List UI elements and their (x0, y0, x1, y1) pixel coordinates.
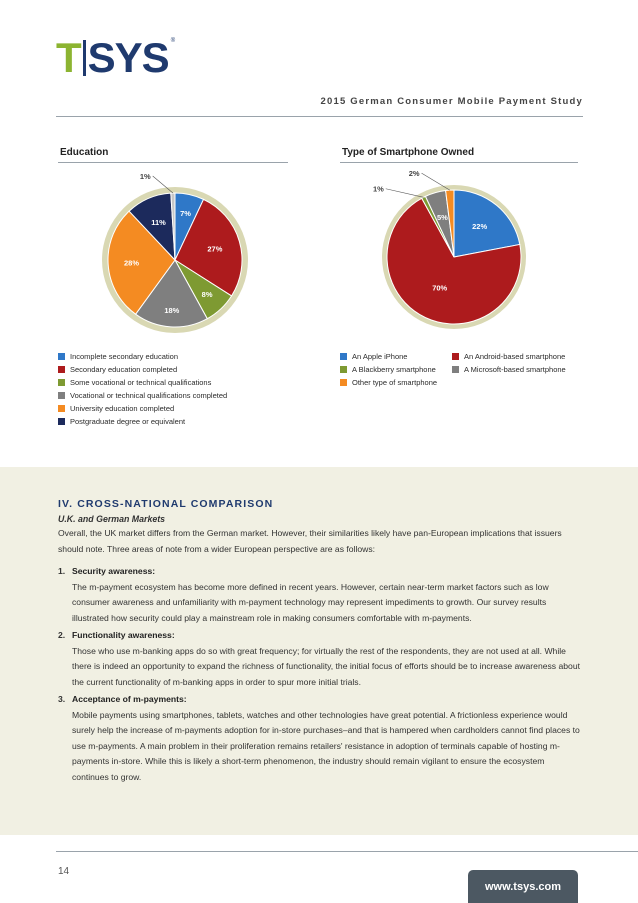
item-number: 2. (58, 630, 66, 640)
tsys-logo (56, 34, 176, 81)
legend-label: Some vocational or technical qualifications (70, 378, 212, 387)
logo-divider (83, 40, 86, 76)
legend-label: Vocational or technical qualifications completed (70, 391, 228, 400)
pie-slice-label: 18% (164, 306, 180, 316)
registered-mark: ® (170, 38, 176, 44)
list-item-security (58, 564, 583, 626)
smartphone-pie-chart (372, 169, 533, 336)
item-number: 1. (58, 566, 66, 576)
item-title: Acceptance of m-payments: (72, 694, 187, 704)
legend-swatch (452, 353, 459, 360)
pie-leader-line (386, 189, 424, 198)
legend-item (452, 350, 580, 363)
education-chart-rule (58, 162, 288, 163)
legend-label: Secondary education completed (70, 365, 178, 374)
legend-swatch (58, 418, 65, 425)
item-title: Functionality awareness: (72, 630, 175, 640)
legend-swatch (58, 353, 65, 360)
legend-label: Other type of smartphone (352, 378, 438, 387)
pie-slice-label: 28% (124, 258, 140, 268)
pie-slice-label: 2% (408, 169, 420, 179)
legend-swatch (58, 379, 65, 386)
legend-swatch (452, 366, 459, 373)
pie-slice-label: 22% (472, 222, 488, 232)
footer-divider (56, 851, 638, 852)
legend-label: A Microsoft-based smartphone (464, 365, 566, 374)
item-body: Mobile payments using smartphones, tablets, watches and other technologies have great potential. A frictionless experience would surely help the increase of m-payments adoption for in-store purchases–and that is hampered when cardholders cannot find places to use m-payments. A main problem in their proliferation remains retailers' resistance in adoption of terminals capable of hosting m-payments in-store. While this is likely a short-term phenomenon, the industry should remain vigilant to ensure the ecosystem continues to grow. (72, 709, 580, 782)
pie-slice-label: 1% (372, 184, 384, 194)
legend-swatch (58, 366, 65, 373)
legend-label: A Blackberry smartphone (352, 365, 436, 374)
pie-slice-label: 70% (432, 283, 448, 293)
pie-slice-label: 7% (180, 208, 191, 218)
item-body: Those who use m-banking apps do so with great frequency; for virtually the rest of the respondents, they are not used at all. While there is indeed an opportunity to expand the richness of functionality, the initial focus of efforts should be to increase awareness about the current functionality of m-banking apps in order to spur more initial trials. (72, 645, 580, 687)
legend-swatch (340, 353, 347, 360)
legend-swatch (340, 366, 347, 373)
smartphone-chart-rule (340, 162, 578, 163)
legend-label: Postgraduate degree or equivalent (70, 417, 186, 426)
legend-label: An Android-based smartphone (464, 352, 566, 361)
education-legend (58, 350, 227, 428)
legend-item (340, 376, 452, 389)
study-title: 2015 German Consumer Mobile Payment Study (320, 96, 583, 107)
pie-slice-label: 11% (151, 217, 166, 227)
list-item-acceptance (58, 692, 583, 785)
legend-swatch (340, 379, 347, 386)
smartphone-legend (340, 350, 580, 389)
legend-label: University education completed (70, 404, 175, 413)
legend-item (58, 415, 227, 428)
legend-item (340, 350, 452, 363)
section-heading: IV. CROSS-NATIONAL COMPARISON (58, 498, 274, 510)
legend-item (340, 363, 452, 376)
smartphone-chart-title: Type of Smartphone Owned (342, 147, 475, 158)
page-number: 14 (58, 866, 70, 877)
legend-item (58, 363, 227, 376)
section-intro: Overall, the UK market differs from the German market. However, their similarities likely have pan-European implications that issuers should note. Three areas of note from a wider European perspective are as follows: (58, 528, 562, 554)
legend-item (58, 402, 227, 415)
legend-swatch (58, 405, 65, 412)
education-chart-title: Education (60, 147, 109, 158)
pie-slice-label: 27% (207, 244, 223, 254)
item-body: The m-payment ecosystem has become more defined in recent years. However, certain near-term market factors such as low consumer awareness and unfamiliarity with m-payment technology may represent impediments to growth. Our survey results illustrated how security could play a mainstream role in making consumers comfortable with m-payments. (72, 581, 549, 623)
legend-item (452, 363, 580, 376)
website-link[interactable]: www.tsys.com (468, 870, 578, 903)
legend-item (58, 376, 227, 389)
pie-slice-label: 8% (201, 290, 213, 300)
legend-label: Incomplete secondary education (70, 352, 178, 361)
education-pie-chart (90, 172, 260, 345)
legend-swatch (58, 392, 65, 399)
section-subheading: U.K. and German Markets (58, 514, 166, 524)
list-item-functionality (58, 628, 583, 690)
pie-slice-label: 5% (436, 213, 448, 223)
logo-letters-sys: SYS (87, 34, 169, 81)
item-number: 3. (58, 694, 66, 704)
item-title: Security awareness: (72, 566, 156, 576)
header-divider (56, 116, 583, 117)
legend-item (58, 389, 227, 402)
pie-slice-label: 1% (139, 172, 151, 182)
legend-item (58, 350, 227, 363)
legend-label: An Apple iPhone (352, 352, 408, 361)
logo-letter-t: T (56, 34, 81, 81)
